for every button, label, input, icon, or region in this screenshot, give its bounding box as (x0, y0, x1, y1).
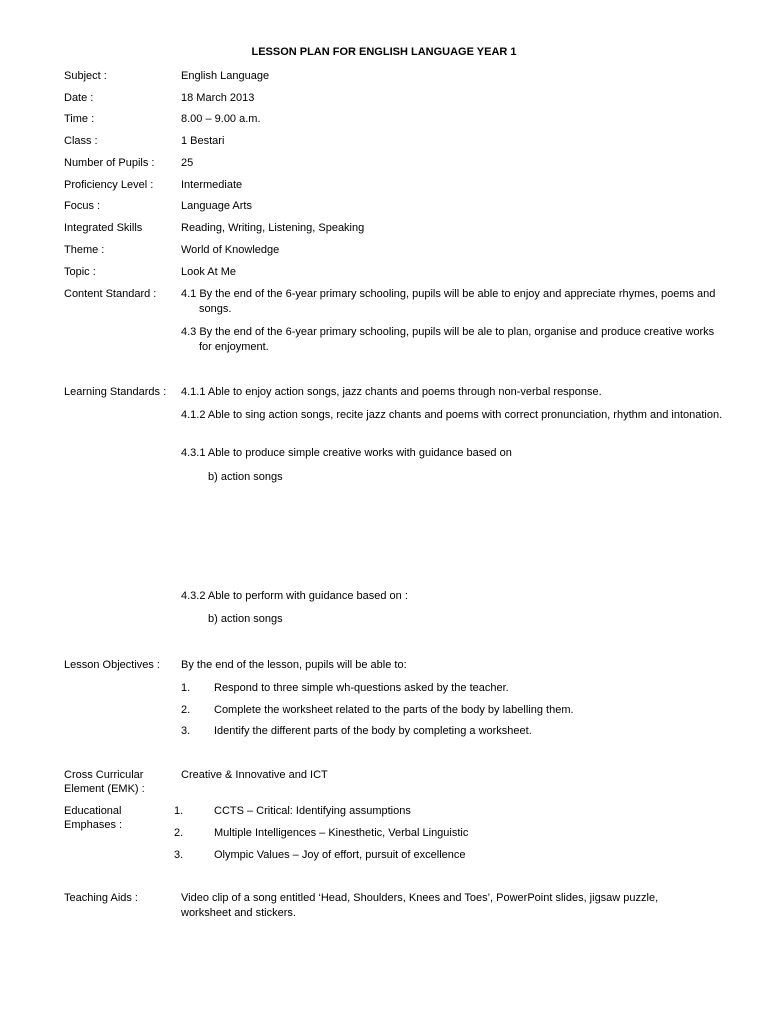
content-standard-item: 4.1 By the end of the 6-year primary schooling, pupils will be able to enjoy and appreciate rhymes, poems and songs. (181, 288, 716, 315)
emphasis-number: 3. (174, 849, 184, 861)
topic-label: Topic : (64, 266, 96, 278)
cross-curricular-label-line1: Cross Curricular (64, 769, 144, 781)
learning-standard-subitem: b) action songs (208, 613, 283, 625)
proficiency-value: Intermediate (181, 179, 243, 191)
educational-emphases-label-line2: Emphases : (64, 819, 123, 831)
lesson-objectives-intro: By the end of the lesson, pupils will be able to: (181, 659, 407, 671)
time-value: 8.00 – 9.00 a.m. (181, 113, 261, 125)
focus-label: Focus : (64, 200, 101, 212)
date-value: 18 March 2013 (181, 92, 255, 104)
learning-standard-item: 4.3.2 Able to perform with guidance based on : (181, 590, 408, 602)
theme-value: World of Knowledge (181, 244, 280, 256)
emphasis-text: CCTS – Critical: Identifying assumptions (214, 805, 411, 817)
pupils-label: Number of Pupils : (64, 157, 155, 169)
focus-value: Language Arts (181, 200, 252, 212)
date-label: Date : (64, 92, 94, 104)
subject-value: English Language (181, 70, 270, 82)
emphasis-text: Olympic Values – Joy of effort, pursuit of excellence (214, 849, 466, 861)
cross-curricular-value: Creative & Innovative and ICT (181, 769, 328, 781)
objective-text: Respond to three simple wh-questions asked by the teacher. (214, 682, 509, 694)
content-standard-label: Content Standard : (64, 288, 157, 300)
emphasis-number: 2. (174, 827, 184, 839)
emphasis-text: Multiple Intelligences – Kinesthetic, Verbal Linguistic (214, 827, 469, 839)
content-standard-item: 4.3 By the end of the 6-year primary schooling, pupils will be ale to plan, organise and produce creative works for enjoyment. (181, 326, 715, 353)
document-title: LESSON PLAN FOR ENGLISH LANGUAGE YEAR 1 (251, 46, 517, 58)
cross-curricular-label-line2: Element (EMK) : (64, 783, 145, 795)
objective-number: 2. (181, 704, 191, 716)
objective-text: Identify the different parts of the body by completing a worksheet. (214, 725, 532, 737)
objective-number: 1. (181, 682, 191, 694)
learning-standard-item: 4.1.1 Able to enjoy action songs, jazz chants and poems through non-verbal response. (181, 386, 602, 398)
learning-standard-item: 4.1.2 Able to sing action songs, recite jazz chants and poems with correct pronunciation, rhythm and intonation. (181, 409, 723, 421)
proficiency-label: Proficiency Level : (64, 179, 154, 191)
subject-label: Subject : (64, 70, 107, 82)
pupils-value: 25 (181, 157, 194, 169)
learning-standards-label: Learning Standards : (64, 386, 167, 398)
objective-text: Complete the worksheet related to the parts of the body by labelling them. (214, 704, 574, 716)
skills-label: Integrated Skills (64, 222, 143, 234)
lesson-objectives-label: Lesson Objectives : (64, 659, 160, 671)
skills-value: Reading, Writing, Listening, Speaking (181, 222, 365, 234)
objective-number: 3. (181, 725, 191, 737)
class-value: 1 Bestari (181, 135, 225, 147)
learning-standard-item: 4.3.1 Able to produce simple creative works with guidance based on (181, 447, 512, 459)
teaching-aids-label: Teaching Aids : (64, 892, 138, 904)
teaching-aids-value: Video clip of a song entitled ‘Head, Shoulders, Knees and Toes’, PowerPoint slides, jigsaw puzzle, worksheet and stickers. (181, 892, 659, 919)
educational-emphases-label-line1: Educational (64, 805, 122, 817)
learning-standard-subitem: b) action songs (208, 471, 283, 483)
emphasis-number: 1. (174, 805, 184, 817)
time-label: Time : (64, 113, 95, 125)
topic-value: Look At Me (181, 266, 237, 278)
theme-label: Theme : (64, 244, 105, 256)
class-label: Class : (64, 135, 98, 147)
